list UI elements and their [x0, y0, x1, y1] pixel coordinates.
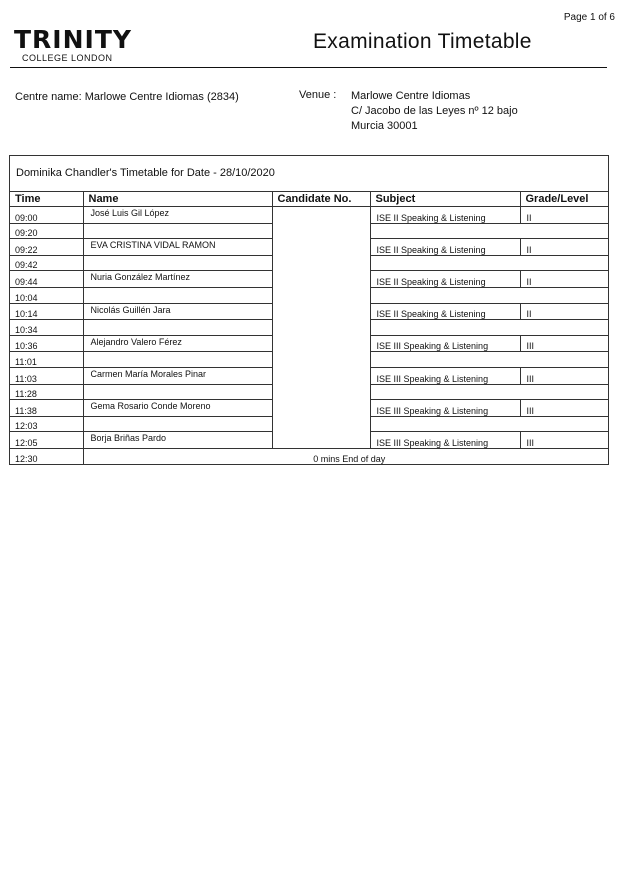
time-cell: 09:20 — [10, 223, 83, 239]
time-cell: 11:03 — [10, 367, 83, 384]
timetable-title: Dominika Chandler's Timetable for Date - 28/10/2020 — [10, 156, 608, 192]
subject-cell: ISE II Speaking & Listening — [370, 207, 520, 224]
gap-name-cell — [83, 352, 272, 368]
gap-subject-cell — [370, 384, 520, 400]
gap-name-cell — [83, 416, 272, 432]
gap-grade-cell — [520, 352, 608, 368]
centre-name: Centre name: Marlowe Centre Idiomas (2834) — [15, 91, 239, 103]
gap-candidate-cell — [272, 287, 370, 303]
gap-name-cell — [83, 287, 272, 303]
time-cell: 09:22 — [10, 239, 83, 256]
logo-wordmark: TRINITY — [14, 25, 132, 54]
gap-grade-cell — [520, 320, 608, 336]
gap-candidate-cell — [272, 255, 370, 271]
time-cell: 10:14 — [10, 303, 83, 320]
gap-candidate-cell — [272, 416, 370, 432]
grade-cell: II — [520, 239, 608, 256]
table-row — [10, 255, 608, 271]
time-cell: 11:38 — [10, 400, 83, 417]
gap-grade-cell — [520, 255, 608, 271]
grade-cell: III — [520, 400, 608, 417]
gap-candidate-cell — [272, 384, 370, 400]
document-title: Examination Timetable — [313, 30, 532, 53]
candidate-name-cell: Borja Briñas Pardo — [83, 432, 272, 449]
subject-cell: ISE III Speaking & Listening — [370, 367, 520, 384]
trinity-logo — [14, 27, 132, 63]
table-header-row — [10, 192, 608, 207]
table-row — [10, 384, 608, 400]
table-row — [10, 416, 608, 432]
header-divider — [10, 67, 607, 68]
col-header-name: Name — [83, 192, 272, 207]
gap-candidate-cell — [272, 352, 370, 368]
time-cell: 09:44 — [10, 271, 83, 288]
candidate-number-cell — [272, 400, 370, 417]
gap-subject-cell — [370, 352, 520, 368]
page-number: Page 1 of 6 — [563, 12, 615, 23]
table-row — [10, 271, 608, 288]
table-row — [10, 223, 608, 239]
candidate-number-cell — [272, 271, 370, 288]
time-cell: 10:04 — [10, 287, 83, 303]
venue-line-1: Marlowe Centre Idiomas — [351, 90, 471, 102]
time-cell: 12:30 — [10, 448, 83, 463]
table-row — [10, 303, 608, 320]
table-row — [10, 400, 608, 417]
time-cell: 09:42 — [10, 255, 83, 271]
col-header-grade: Grade/Level — [520, 192, 608, 207]
grade-cell: III — [520, 335, 608, 352]
timetable-box — [9, 155, 609, 465]
gap-candidate-cell — [272, 223, 370, 239]
candidate-number-cell — [272, 207, 370, 224]
candidate-number-cell — [272, 335, 370, 352]
time-cell: 09:00 — [10, 207, 83, 224]
gap-subject-cell — [370, 320, 520, 336]
candidate-name-cell: José Luis Gil López — [83, 207, 272, 224]
subject-cell: ISE II Speaking & Listening — [370, 271, 520, 288]
venue-line-3: Murcia 30001 — [351, 120, 418, 132]
gap-subject-cell — [370, 255, 520, 271]
table-row — [10, 320, 608, 336]
gap-subject-cell — [370, 223, 520, 239]
gap-name-cell — [83, 320, 272, 336]
venue-line-2: C/ Jacobo de las Leyes nº 12 bajo — [351, 105, 518, 117]
time-cell: 11:28 — [10, 384, 83, 400]
time-cell: 10:34 — [10, 320, 83, 336]
gap-subject-cell — [370, 287, 520, 303]
table-row — [10, 239, 608, 256]
timetable-table — [10, 192, 608, 464]
table-row — [10, 448, 608, 463]
gap-name-cell — [83, 223, 272, 239]
col-header-candidate: Candidate No. — [272, 192, 370, 207]
candidate-number-cell — [272, 432, 370, 449]
table-row — [10, 287, 608, 303]
gap-name-cell — [83, 255, 272, 271]
table-row — [10, 367, 608, 384]
venue-label: Venue : — [299, 89, 337, 101]
subject-cell: ISE III Speaking & Listening — [370, 400, 520, 417]
candidate-name-cell: Carmen María Morales Pinar — [83, 367, 272, 384]
candidate-name-cell: Nuria González Martínez — [83, 271, 272, 288]
gap-candidate-cell — [272, 320, 370, 336]
grade-cell: II — [520, 207, 608, 224]
candidate-name-cell: Alejandro Valero Férez — [83, 335, 272, 352]
time-cell: 12:05 — [10, 432, 83, 449]
gap-grade-cell — [520, 384, 608, 400]
candidate-name-cell: EVA CRISTINA VIDAL RAMON — [83, 239, 272, 256]
candidate-number-cell — [272, 303, 370, 320]
table-row — [10, 207, 608, 224]
candidate-name-cell: Nicolás Guillén Jara — [83, 303, 272, 320]
table-row — [10, 432, 608, 449]
col-header-time: Time — [10, 192, 83, 207]
end-of-day-note: 0 mins End of day — [83, 448, 608, 463]
subject-cell: ISE III Speaking & Listening — [370, 335, 520, 352]
table-row — [10, 335, 608, 352]
candidate-number-cell — [272, 239, 370, 256]
venue-address — [351, 89, 518, 134]
col-header-subject: Subject — [370, 192, 520, 207]
candidate-number-cell — [272, 367, 370, 384]
subject-cell: ISE II Speaking & Listening — [370, 303, 520, 320]
candidate-name-cell: Gema Rosario Conde Moreno — [83, 400, 272, 417]
grade-cell: II — [520, 271, 608, 288]
gap-grade-cell — [520, 287, 608, 303]
grade-cell: II — [520, 303, 608, 320]
gap-subject-cell — [370, 416, 520, 432]
logo-subtitle: COLLEGE LONDON — [22, 53, 113, 63]
gap-grade-cell — [520, 416, 608, 432]
subject-cell: ISE III Speaking & Listening — [370, 432, 520, 449]
time-cell: 10:36 — [10, 335, 83, 352]
time-cell: 11:01 — [10, 352, 83, 368]
time-cell: 12:03 — [10, 416, 83, 432]
gap-grade-cell — [520, 223, 608, 239]
subject-cell: ISE II Speaking & Listening — [370, 239, 520, 256]
grade-cell: III — [520, 367, 608, 384]
grade-cell: III — [520, 432, 608, 449]
timetable-body — [10, 207, 608, 464]
gap-name-cell — [83, 384, 272, 400]
table-row — [10, 352, 608, 368]
